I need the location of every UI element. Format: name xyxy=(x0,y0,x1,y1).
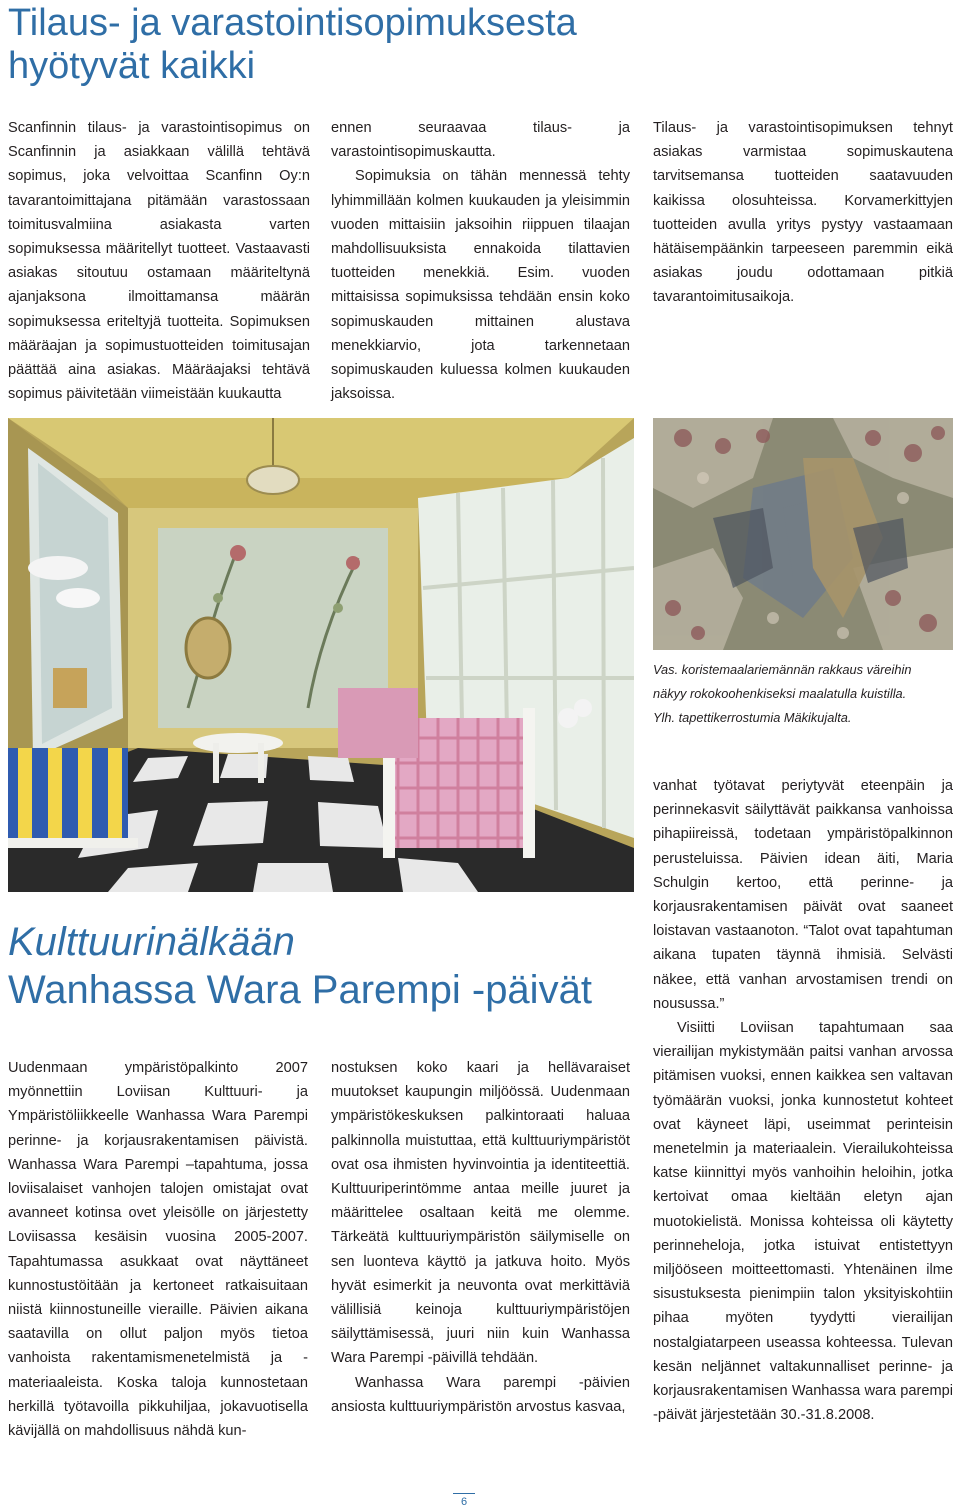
paragraph: Uudenmaan ympäristöpalkinto 2007 myönnettiin Loviisan Kulttuuri- ja Ympäristöliikkeelle Wanhassa Wara Parempi perinne- ja korjausrakentamisen päivistä. Wanhassa Wara Parempi –tapahtuma, jossa loviisalaiset vanhojen talojen omistajat ovat avanneet kotinsa ovet yleisölle on järjestetty Loviisassa kesäisin vuosina 2005-2007. Tapahtumassa asukkaat ovat näyttäneet kunnostustöitään ja kertoneet ratkaisuitaan niistä kiinnostuneille vieraille. Päivien aikana saatavilla on ollut paljon myös tietoa vanhoista rakentamismenetelmistä ja -materiaaleista. Koska taloja kunnostetaan herkillä työtavoilla pikkuhiljaa, jokavuotisella kävijällä on mahdollisuus nähdä kun- xyxy=(8,1060,308,1440)
article-title-line1: Tilaus- ja varastointisopimuksesta xyxy=(8,2,577,44)
paragraph: nostuksen koko kaari ja hellävaraiset muutokset kaupungin miljöössä. Uudenmaan ympäristökeskuksen palkintoraati haluaa palkinnolla muistuttaa, että kulttuuriympäristöt ovat osa ihmisten hyvinvointia ja identiteettiä. Kulttuuriperintömme antaa meille juuret ja määrittelee osaltaan keitä me olemme. Tärkeätä kulttuuriympäristön säilymiselle on sen luonteva käyttö ja jatkuva hoito. Myös hyvät esimerkit ja neuvonta ovat merkittäviä välillisiä keinoja kulttuuriympäristöjen säilyttämisessä, juuri niin kuin Wanhassa Wara Parempi -päivillä tehdään. xyxy=(331,1060,630,1367)
article-title-2-line1: Kulttuurinälkään xyxy=(8,920,295,964)
paragraph: ennen seuraavaa tilaus- ja varastointisopimuskautta. xyxy=(331,120,630,161)
wallpaper-photo xyxy=(653,418,953,650)
porch-photo xyxy=(8,418,634,892)
photo-caption xyxy=(653,658,953,730)
paragraph: Scanfinnin tilaus- ja varastointisopimus on Scanfinnin ja asiakkaan välillä tehtävä sopimus, joka velvoittaa Scanfinn Oy:n tavarantoimittajana pitämään varastossaan toimitusvalmiina asiakasta varten sopimuksessa määritellyt tuotteet. Vastaavasti asiakas sitoutuu ostamaan määriteltynä ajanjaksona ilmoittamansa määrän sopimuksessa eriteltyjä tuotteita. Sopimuksen määräajan ja sopimustuotteiden toimitusajan päättää aina asiakas. Määräajaksi tehtävä sopimus päivitetään viimeistään kuukautta xyxy=(8,120,310,403)
article-title-2-line2: Wanhassa Wara Parempi -päivät xyxy=(8,968,592,1012)
paragraph: Sopimuksia on tähän mennessä tehty lyhimmillään kolmen kuukauden ja yleisimmin vuoden mittaisiin jaksoihin riippuen tilaajan mahdollisuuksista ennakoida tilattavien tuotteiden menekkiä. Esim. vuoden mittaisissa sopimuksissa tehdään ensin koko sopimuskauden mittainen alustava menekkiarvio, jota tarkennetaan sopimuskauden kuluessa kolmen kuukauden jaksoissa. xyxy=(331,168,630,403)
paragraph: Wanhassa Wara parempi -päivien ansiosta kulttuuriympäristön arvostus kasvaa, xyxy=(331,1374,630,1415)
caption-line: näkyy rokokoohenkiseksi maalatulla kuistilla. xyxy=(653,686,907,701)
page-number: 6 xyxy=(460,1496,468,1508)
article2-column-1 xyxy=(8,1056,308,1443)
paragraph: vanhat työtavat periytyvät eteenpäin ja perinnekasvit säilyttävät paikkansa vanhoissa pihapiireissä, todetaan ympäristöpalkinnon perusteluissa. Päivien idean äiti, Maria Schulgin kertoo, että perinne- ja korjausrakentamisen päivät ovat saaneet loistavan vastaanoton. “Talot ovat tapahtuman aikana tupaten täynnä ihmisiä. Selvästi näkee, että vanhan arvostamisen trendi on nousussa.” xyxy=(653,778,953,1012)
article2-column-3 xyxy=(653,774,953,1427)
article-column-2 xyxy=(331,116,630,406)
page-number-rule xyxy=(453,1493,475,1494)
article2-column-2 xyxy=(331,1056,630,1419)
caption-line: Ylh. tapettikerrostumia Mäkikujalta. xyxy=(653,710,852,725)
paragraph: Visiitti Loviisan tapahtumaan saa vierailijan mykistymään paitsi vanhan arvossa pitämisen vuoksi, ennen kaikkea sen valtavan työmäärän vuoksi, jonka kunnostetut kohteet ovat käyneet läpi, useimmat perinteisin menetelmin ja materiaalein. Vierailukohteissa katse kiinnittyi myös vanhoihin heloihin, jotka kertoivat omaa kieltään eletyn ajan muotokielistä. Monissa kohteissa oli käytetty perinneheloja, jotka istuivat entistettyyn miljööseen moitteettomasti. Yhtenäinen ilme sisustuksesta pienimpiin talon yksityiskohtiin pihaa myöten tyydytti vierailijan nostalgiatarpeen useassa kohteessa. Tulevan kesän neljännet valtakunnalliset perinne- ja korjausrakentamisen Wanhassa wara parempi -päivät järjestetään 30.-31.8.2008. xyxy=(653,1020,953,1424)
paragraph: Tilaus- ja varastointisopimuksen tehnyt asiakas varmistaa sopimuskautena tarvitsemansa tuotteiden saatavuuden kaikissa olosuhteissa. Korvamerkittyjen tuotteiden avulla yritys pystyy vastaamaan hätäisempäänkin tarpeeseen paremmin eikä asiakas joudu odottamaan pitkiä tavarantoimitusaikoja. xyxy=(653,120,953,306)
article-title-line2: hyötyvät kaikki xyxy=(8,45,256,87)
article-column-3 xyxy=(653,116,953,310)
article-column-1 xyxy=(8,116,310,406)
caption-line: Vas. koristemaalariemännän rakkaus väreihin xyxy=(653,662,912,677)
article-title-2 xyxy=(8,918,628,1014)
article-title xyxy=(8,2,628,88)
